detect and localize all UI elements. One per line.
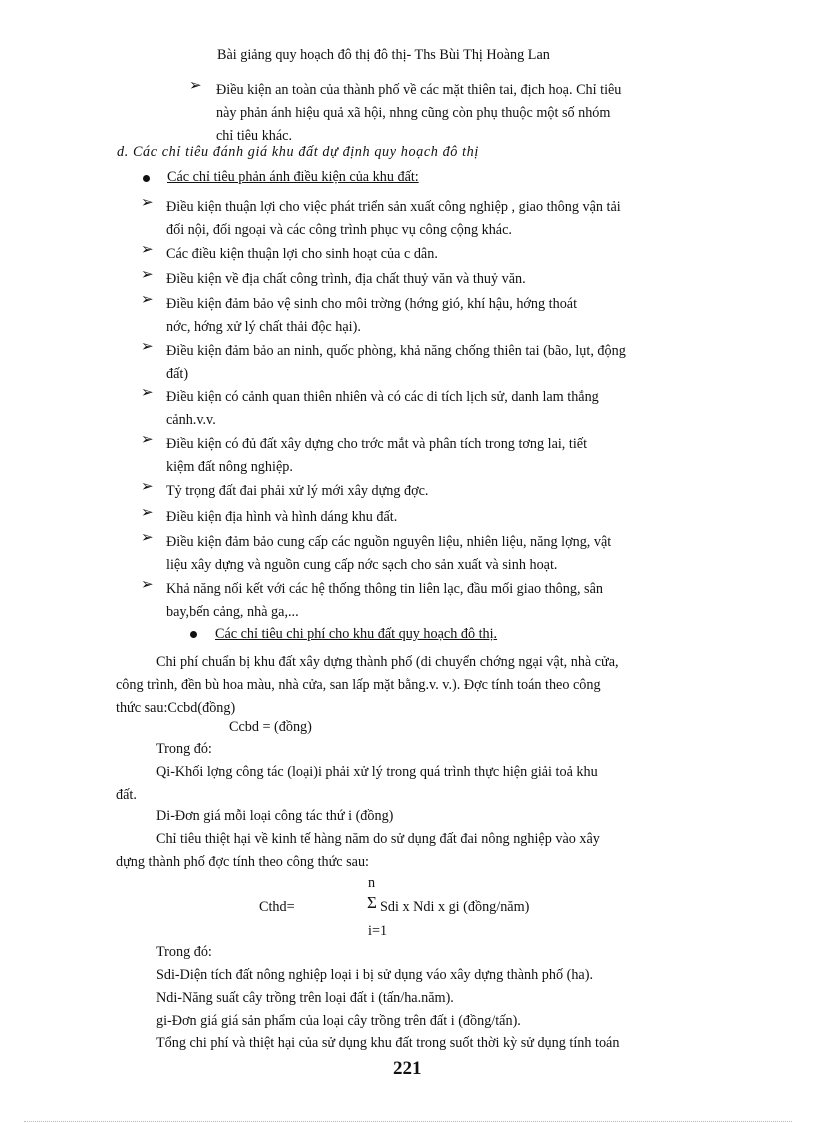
- definition-di: Di-Đơn giá mỗi loại công tác thứ i (đồng): [156, 808, 394, 824]
- text-line: Chi phí chuẩn bị khu đất xây dựng thành phố (di chuyển chớng ngại vật, nhà cửa,: [156, 654, 619, 670]
- condition-line: bay,bến cảng, nhà ga,...: [166, 604, 299, 620]
- arrow-bullet-icon: ➢: [189, 78, 202, 94]
- condition-item: [166, 268, 526, 291]
- bullet-dot-icon: [143, 175, 150, 182]
- page-bottom-divider: [24, 1121, 792, 1122]
- text-line: Chỉ tiêu thiệt hại về kinh tế hàng năm do sử dụng đất đai nông nghiệp vào xây: [156, 831, 600, 847]
- arrow-bullet-icon: ➢: [141, 432, 154, 448]
- definition-qi: [116, 761, 598, 807]
- formula-cthd-lhs: Cthd=: [259, 899, 295, 915]
- paragraph-preparation-cost: [116, 651, 619, 719]
- arrow-bullet-icon: ➢: [141, 479, 154, 495]
- condition-line: đất): [166, 366, 189, 382]
- where-label: Trong đó:: [156, 944, 212, 960]
- condition-line: Các điều kiện thuận lợi cho sinh hoạt của c dân.: [166, 246, 438, 262]
- formula-ccbd: Ccbd = (đồng): [229, 719, 312, 735]
- bullet-label-costs: Các chỉ tiêu chi phí cho khu đất quy hoạch đô thị.: [215, 626, 498, 642]
- arrow-bullet-icon: ➢: [141, 530, 154, 546]
- text-line: đất.: [116, 786, 137, 803]
- intro-line: Điều kiện an toàn của thành phố về các mặt thiên tai, địch hoạ. Chỉ tiêu: [216, 82, 622, 98]
- condition-line: Điều kiện đảm bảo vệ sinh cho môi trờng (hớng gió, khí hậu, hớng thoát: [166, 296, 578, 312]
- condition-item: [166, 433, 587, 479]
- condition-item: [166, 480, 428, 503]
- paragraph-total-cost: Tổng chi phí và thiệt hại của sử dụng khu đất trong suốt thời kỳ sử dụng tính toán: [156, 1035, 620, 1051]
- intro-line: này phản ánh hiệu quả xã hội, nhng cũng còn phụ thuộc một số nhóm: [216, 105, 611, 121]
- definition-sdi: Sdi-Diện tích đất nông nghiệp loại i bị sử dụng váo xây dựng thành phố (ha).: [156, 967, 593, 983]
- condition-line: đối nội, đối ngoại và các công trình phục vụ công cộng khác.: [166, 222, 512, 238]
- condition-item: [166, 506, 397, 529]
- condition-item: [166, 243, 438, 266]
- arrow-bullet-icon: ➢: [141, 505, 154, 521]
- condition-item: [166, 340, 626, 386]
- condition-line: liệu xây dựng và nguồn cung cấp nớc sạch cho sản xuất và sinh hoạt.: [166, 557, 558, 573]
- sum-lower-limit: i=1: [368, 923, 388, 939]
- text-line: công trình, đền bù hoa màu, nhà cửa, san lấp mặt bằng.v. v.). Đợc tính toán theo công: [116, 676, 601, 693]
- arrow-bullet-icon: ➢: [141, 385, 154, 401]
- bullet-dot-icon: [190, 631, 197, 638]
- arrow-bullet-icon: ➢: [141, 242, 154, 258]
- arrow-bullet-icon: ➢: [141, 577, 154, 593]
- intro-item: [216, 79, 621, 148]
- condition-line: Điều kiện đảm bảo an ninh, quốc phòng, khả năng chống thiên tai (bão, lụt, động: [166, 343, 626, 359]
- text-line: dựng thành phố đợc tính theo công thức sau:: [116, 853, 369, 870]
- condition-line: nớc, hớng xử lý chất thải độc hại).: [166, 319, 361, 335]
- definition-gi: gi-Đơn giá giá sản phẩm của loại cây trồng trên đất i (đồng/tấn).: [156, 1013, 521, 1029]
- condition-item: [166, 196, 621, 242]
- condition-line: Điều kiện về địa chất công trình, địa chất thuỷ văn và thuỷ văn.: [166, 271, 526, 287]
- formula-cthd-rhs: Sdi x Ndi x gi (đồng/năm): [380, 899, 530, 915]
- condition-item: [166, 531, 611, 577]
- arrow-bullet-icon: ➢: [141, 267, 154, 283]
- paragraph-damage-index: [116, 828, 600, 874]
- condition-line: Điều kiện có cảnh quan thiên nhiên và có các di tích lịch sử, danh lam thắng: [166, 389, 599, 405]
- arrow-bullet-icon: ➢: [141, 339, 154, 355]
- text-line: thức sau:Ccbd(đồng): [116, 699, 236, 716]
- arrow-bullet-icon: ➢: [141, 195, 154, 211]
- condition-item: [166, 386, 599, 432]
- condition-line: Điều kiện có đủ đất xây dựng cho trớc mắt và phân tích trong tơng lai, tiết: [166, 436, 588, 452]
- condition-item: [166, 293, 577, 339]
- sigma-icon: Σ: [367, 893, 377, 912]
- condition-item: [166, 578, 603, 624]
- section-heading: d. Các chỉ tiêu đánh giá khu đất dự định quy hoạch đô thị: [117, 144, 479, 160]
- intro-line: chỉ tiêu khác.: [216, 128, 293, 144]
- condition-line: cảnh.v.v.: [166, 412, 216, 428]
- condition-line: Điều kiện địa hình và hình dáng khu đất.: [166, 509, 398, 525]
- bullet-label-conditions: Các chỉ tiêu phản ánh điều kiện của khu đất:: [167, 169, 419, 185]
- sum-upper-limit: n: [368, 875, 376, 891]
- condition-line: Khả năng nối kết với các hệ thống thông tin liên lạc, đầu mối giao thông, sân: [166, 581, 603, 597]
- page-header: Bài giảng quy hoạch đô thị đô thị- Ths Bùi Thị Hoàng Lan: [217, 47, 550, 63]
- condition-line: Điều kiện đảm bảo cung cấp các nguồn nguyên liệu, nhiên liệu, năng lợng, vật: [166, 534, 612, 550]
- condition-line: Điều kiện thuận lợi cho việc phát triển sản xuất công nghiệp , giao thông vận tải: [166, 199, 621, 215]
- definition-ndi: Ndi-Năng suất cây trồng trên loại đất i (tấn/ha.năm).: [156, 990, 454, 1006]
- where-label: Trong đó:: [156, 741, 212, 757]
- condition-line: kiệm đất nông nghiệp.: [166, 459, 293, 475]
- condition-line: Tỷ trọng đất đai phải xử lý mới xây dựng đợc.: [166, 483, 429, 499]
- arrow-bullet-icon: ➢: [141, 292, 154, 308]
- text-line: Qi-Khối lợng công tác (loại)i phải xử lý trong quá trình thực hiện giải toả khu: [156, 764, 598, 780]
- page-number: 221: [393, 1058, 422, 1079]
